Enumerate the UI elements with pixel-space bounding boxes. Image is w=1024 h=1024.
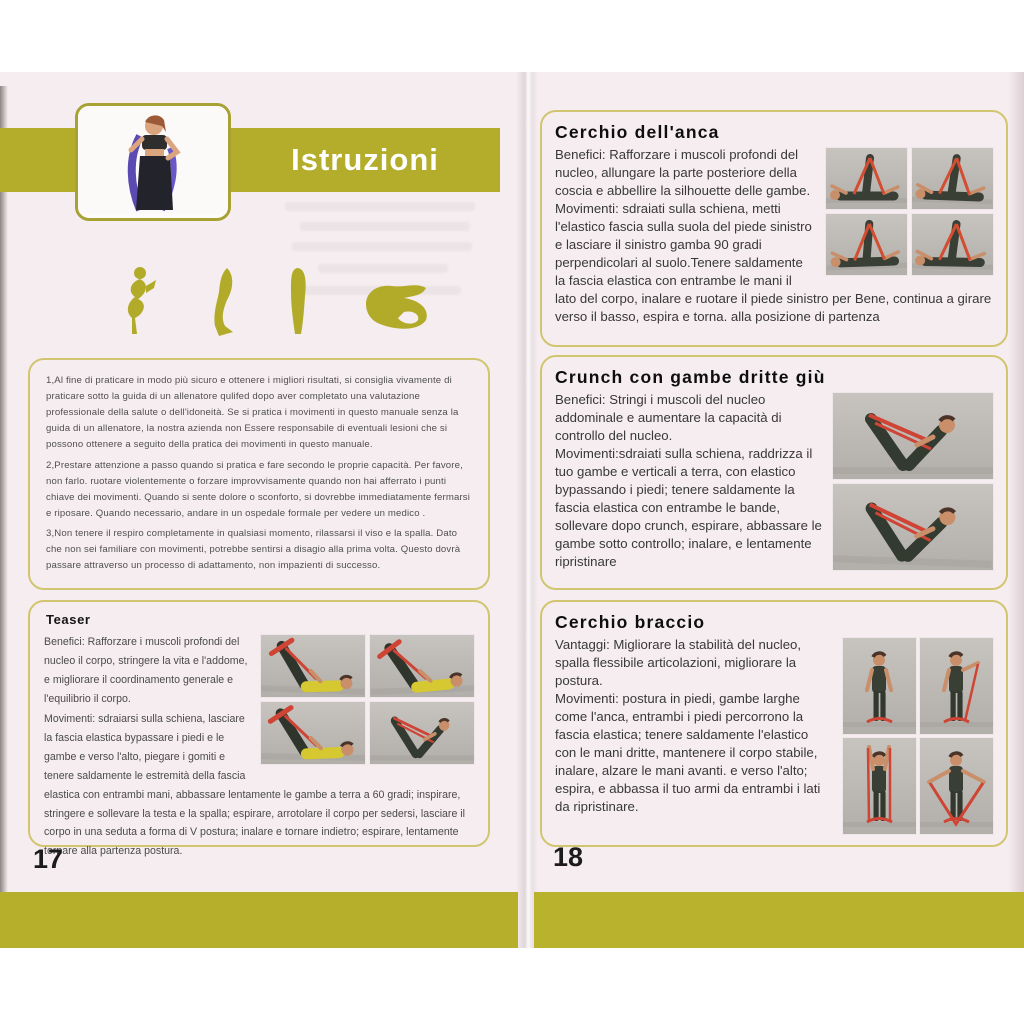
- bleed-through-ghost: [285, 202, 475, 211]
- section-benefits: Benefici: Stringi i muscoli del nucleo addominale e aumentare la capacità di controllo del nucleo.: [555, 392, 782, 443]
- hip-photo-grid: [826, 148, 993, 275]
- section-movements: Movimenti: postura in piedi, gambe larghe come l'anca, entrambi i piedi percorrono la fascia elastica; tenere saldamente l'elastico con le mani dritte, mantenere il corpo stabile, inalare, alzare le mani avanti. e verso l'alto; espira, e abbassa il tuo armi da entrambi i lati da ripristinare.: [555, 690, 821, 814]
- section-benefits: Vantaggi: Migliorare la stabilità del nucleo, spalla flessibile articolazioni, migliorare la postura.: [555, 637, 802, 688]
- teaser-section: [28, 600, 490, 858]
- teaser-benefits: Benefici: Rafforzare i muscoli profondi del nucleo il corpo, stringere la vita e l'addome, e migliorare il coordinamento generale e l'equilibrio il corpo.: [44, 636, 248, 705]
- exercise-photo: [370, 702, 474, 764]
- section-heading: Cerchio braccio: [555, 612, 706, 632]
- bleed-through-ghost: [292, 242, 472, 251]
- page-edge-right: [1008, 72, 1024, 948]
- exercise-photo: [920, 738, 993, 834]
- footer-band-left: [0, 892, 518, 948]
- exercise-photo: [843, 738, 916, 834]
- teaser-heading: Teaser: [46, 612, 91, 627]
- page-number-left: 17: [33, 844, 64, 874]
- exercise-photo: [826, 214, 907, 275]
- center-fold: [516, 72, 538, 948]
- bleed-through-ghost: [300, 222, 470, 231]
- crunch-photo-grid: [833, 393, 993, 570]
- exercise-photo: [261, 702, 365, 764]
- female-figure-icon: [118, 266, 160, 338]
- safety-notes-box: [28, 358, 490, 590]
- safety-note: 1,Al fine di praticare in modo più sicuro e ottenere i migliori risultati, si consiglia vivamente di praticare sotto la guida di un allenatore qulifed dopo aver completato una valutazione professionale della salute o dell'idoneità. Se si pratica i movimenti in questo manuale senza la guida di un allenatore, la nostra azienda non Essere responsabile di eventuali lesioni che si possono ottenere a seguito della pratica dei movimenti in questo manuale.: [46, 375, 459, 451]
- exercise-photo: [843, 638, 916, 734]
- teaser-movements: Movimenti: sdraiarsi sulla schiena, lasciare la fascia elastica bypassare i piedi e le gambe e verso l'alto, piegare i gomiti e tenere saldamente le estremità della fascia elastica con entrambi mani, abbassare lentamente le gambe a terra a 60 gradi; inspirare, stringere e sollevare la testa e la spalla; espirare, arrotolare il corpo per sedersi, lasciare il corpo in una seduta a forma di V postura; inalare e tornare indietro; espirare, lentamente tornare alla partenza postura.: [44, 713, 466, 858]
- header-photo: [75, 103, 231, 221]
- arm-photo-grid: [843, 638, 993, 834]
- section-movements: Movimenti:sdraiati sulla schiena, raddrizza il tuo gambe e verticali a terra, con elastico bypassando i piedi; tenere saldamente la fascia elastica con entrambe le bande, sollevare dopo crunch, espirare, abbassare le gambe sotto controllo; inalare, e lentamente ripristinare: [555, 445, 822, 569]
- section-heading: Crunch con gambe dritte giù: [555, 367, 826, 387]
- exercise-photo: [920, 638, 993, 734]
- woman-with-band-photo: [78, 106, 228, 214]
- safety-note: 3,Non tenere il respiro completamente in qualsiasi momento, rilassarsi il viso e la spalla. Dato che non sei familiare con movimenti, potrebbe sentirsi a disagio alla prima volta. Questo dovrà passare attraverso un processo di adattamento, non impazienti di successo.: [46, 527, 461, 572]
- section-straight-leg-crunch: [540, 355, 1008, 590]
- flexed-arm-icon: [360, 276, 438, 338]
- section-arm-circle: [540, 600, 1008, 847]
- section-heading: Cerchio dell'anca: [555, 122, 720, 142]
- exercise-photo: [833, 393, 993, 479]
- exercise-photo: [912, 214, 993, 275]
- footer-band-right: [534, 892, 1024, 948]
- safety-note: 2,Prestare attenzione a passo quando si pratica e fare secondo le proprie capacità. Per favore, non farlo. ruotare violentemente o forzare improvvisamente quando non hai afferrato i punti chiave dei movimenti. Quando si sente dolore o sconforto, si dovrebbe immediatamente fermarsi e riposare. Quando necessario, andare in un ospedale formale per vedere un medico .: [46, 459, 471, 519]
- teaser-photo-grid: [261, 635, 474, 764]
- exercise-icons-row: [118, 258, 438, 338]
- bent-leg-icon: [207, 266, 241, 338]
- section-movements: Movimenti: sdraiati sulla schiena, metti l'elastico fascia sulla suola del piede sinistro e lasciare il sinistro gamba 90 gradi perpendicolari al suolo.Tenere saldamente la fascia elastica con entrambe le mani il lato del corpo, inalare e ruotare il piede sinistro per Bene, continua a girare verso il basso, espira e torna. alla posizione di partenza: [555, 200, 992, 324]
- section-benefits: Benefici: Rafforzare i muscoli profondi del nucleo, allungare la parte posteriore della coscia e abbellire la silhouette delle gambe.: [555, 147, 811, 198]
- section-hip-circle: [540, 110, 1008, 347]
- straight-leg-icon: [287, 266, 313, 338]
- exercise-photo: [370, 635, 474, 697]
- exercise-photo: [912, 148, 993, 209]
- page-number-right: 18: [553, 842, 584, 872]
- exercise-photo: [826, 148, 907, 209]
- page-edge-left: [0, 86, 8, 892]
- page-spread: [0, 72, 1024, 948]
- exercise-photo: [261, 635, 365, 697]
- exercise-photo: [833, 484, 993, 570]
- page-title: Istruzioni: [291, 142, 439, 177]
